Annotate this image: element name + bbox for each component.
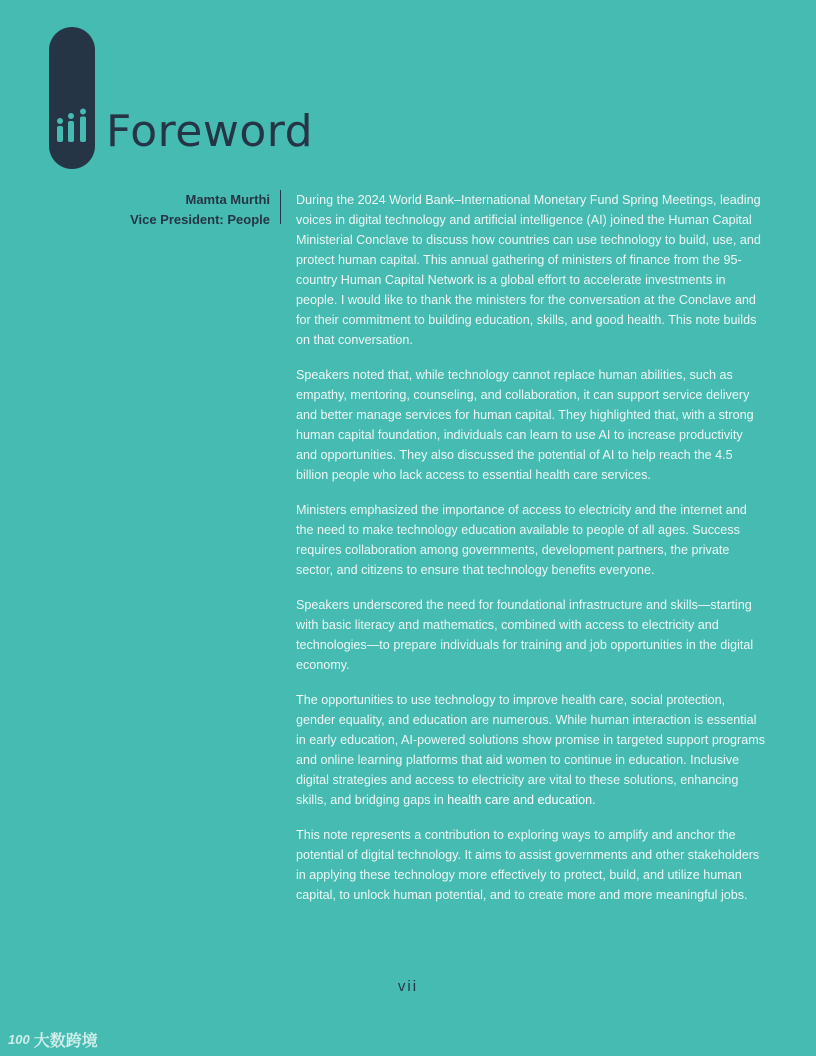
paragraph: Speakers noted that, while technology cannot replace human abilities, such as empathy, mentoring, counseling, and collaboration, it can support service delivery and better manage services for human capital. They highlighted that, with a strong human capital foundation, individuals can learn to use AI to increase productivity and opportunities. They also discussed the potential of AI to help reach the 4.5 billion people who lack access to essential health care services. xyxy=(296,368,754,482)
page-title: Foreword xyxy=(106,106,314,157)
paragraph-text: The opportunities to use technology to improve health care, social protection, gender equality, and education are numerous. While human interaction is essential in early education, AI-powered solutions show promise in targeted support programs and online learning platforms that aid women to continue in education. Inclusive digital strategies and access to electricity are vital to these solutions, enhancing skills, and bridging gaps in xyxy=(296,693,766,807)
paragraph: This note represents a contribution to exploring ways to amplify and anchor the potential of digital technology. It aims to assist governments and other stakeholders in applying these technology more effectively to protect, build, and utilize human capital, to unlock human potential, and to create more and more meaningful jobs. xyxy=(296,828,760,902)
watermark-logo: 100 xyxy=(8,1032,30,1047)
paragraph: During the 2024 World Bank–International Monetary Fund Spring Meetings, leading voices in digital technology and artificial intelligence (AI) joined the Human Capital Ministerial Conclave to discuss how countries can use technology to build, use, and protect human capital. This annual gathering of ministers of finance from the 95-country Human Capital Network is a global effort to accelerate investments in people. I would like to thank the ministers for the conversation at the Conclave and for their commitment to building education, skills, and good health. This note builds on that conversation. xyxy=(296,193,761,347)
paragraph: Ministers emphasized the importance of access to electricity and the internet and the need to make technology education available to people of all ages. Success requires collaboration among governments, development partners, the private sector, and citizens to ensure that technology benefits everyone. xyxy=(296,503,747,577)
bar-chart-icon xyxy=(56,108,88,144)
watermark-text: 大数跨境 xyxy=(33,1033,98,1050)
author-role: Vice President: People xyxy=(130,212,270,227)
author-block xyxy=(130,190,270,230)
author-divider xyxy=(280,190,281,224)
paragraph: Speakers underscored the need for foundational infrastructure and skills—starting with basic literacy and mathematics, combined with access to electricity and technologies—to prepare individuals for training and job opportunities in the digital economy. xyxy=(296,598,754,672)
paragraph xyxy=(296,690,766,810)
paragraph-highlight: health care and education. xyxy=(447,793,596,807)
foreword-body xyxy=(296,190,766,920)
page-number: vii xyxy=(397,978,419,995)
author-name: Mamta Murthi xyxy=(185,192,270,207)
watermark xyxy=(8,1028,98,1051)
title-pill-decoration xyxy=(49,27,95,169)
